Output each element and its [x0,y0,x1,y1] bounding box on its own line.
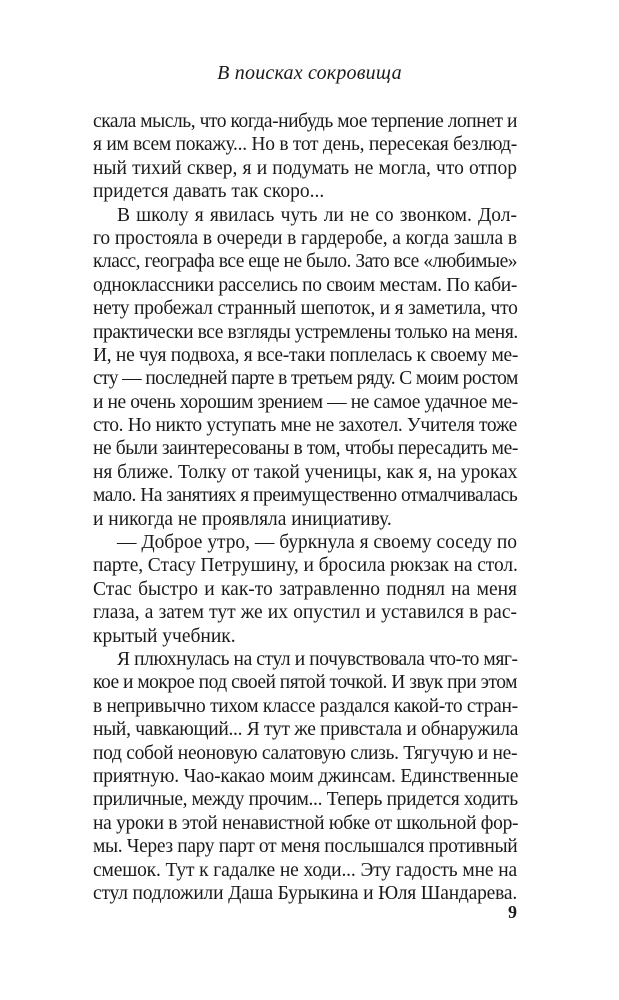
text-line: смешок. Тут к гадалке не ходи... Эту гадость мне на [93,859,517,881]
text-line: не были заинтересованы в том, чтобы пересадить ме- [93,438,518,460]
text-line: мало. На занятиях я преимущественно отмалчивалась [93,485,518,507]
text-line: ня ближе. Толку от такой ученицы, как я, на уроках [93,461,518,483]
text-line: Я плюхнулась на стул и почувствовала что-то мяг- [117,648,518,670]
text-line: класс, географа все еще не было. Зато все «любимые» [93,251,517,273]
text-line: и никогда не проявляла инициативу. [93,508,392,530]
text-line: под собой неоновую салатовую слизь. Тягучую и не- [93,742,518,764]
text-line: придется давать так скоро... [93,181,325,203]
text-line: сту — последней парте в третьем ряду. С моим ростом [93,368,518,390]
text-line: кое и мокрое под своей пятой точкой. И звук при этом [93,672,517,694]
body-text [93,110,517,905]
text-line: парте, Стасу Петрушину, и бросила рюкзак на стол. [93,555,518,577]
text-line: нету пробежал странный шепоток, и я заметила, что [93,298,518,320]
text-line: Стас быстро и как-то затравленно поднял на меня [93,578,517,600]
text-line: стул подложили Даша Бурыкина и Юля Шандарева. [93,882,517,904]
text-line: я им всем покажу... Но в тот день, пересекая безлюд- [93,134,517,156]
text-line: приятную. Чао-какао моим джинсам. Единственные [93,765,519,787]
text-line: — Доброе утро, — буркнула я своему соседу по [117,532,517,554]
text-line: приличные, между прочим... Теперь придется ходить [93,789,518,811]
running-header: В поисках сокровища [217,62,402,84]
text-line: В школу я явилась чуть ли не со звонком. Дол- [117,204,517,226]
text-line: го простояла в очереди в гардеробе, а когда зашла в [93,227,517,249]
text-line: мы. Через пару парт от меня послышался противный [93,836,518,858]
text-line: практически все взгляды устремлены только на меня. [93,321,518,343]
text-line: ный тихий сквер, я и подумать не могла, что отпор [93,157,517,179]
page-number: 9 [508,902,517,922]
text-line: и не очень хорошим зрением — не самое удачное ме- [93,391,518,413]
text-line: на уроки в этой ненавистной юбке от школьной фор- [93,812,519,834]
text-line: скала мысль, что когда-нибудь мое терпение лопнет и [93,111,517,132]
text-line: И, не чуя подвоха, я все-таки поплелась к своему ме- [93,344,519,366]
text-line: крытый учебник. [93,625,236,647]
text-line: глаза, а затем тут же их опустил и уставился в рас- [93,602,517,624]
text-line: ный, чавкающий... Я тут же привстала и обнаружила [93,719,519,741]
text-line: одноклассники расселись по своим местам. По каби- [93,274,517,296]
text-line: сто. Но никто уступать мне не захотел. Учителя тоже [93,415,517,437]
text-line: в непривычно тихом классе раздался какой-то стран- [93,695,518,717]
